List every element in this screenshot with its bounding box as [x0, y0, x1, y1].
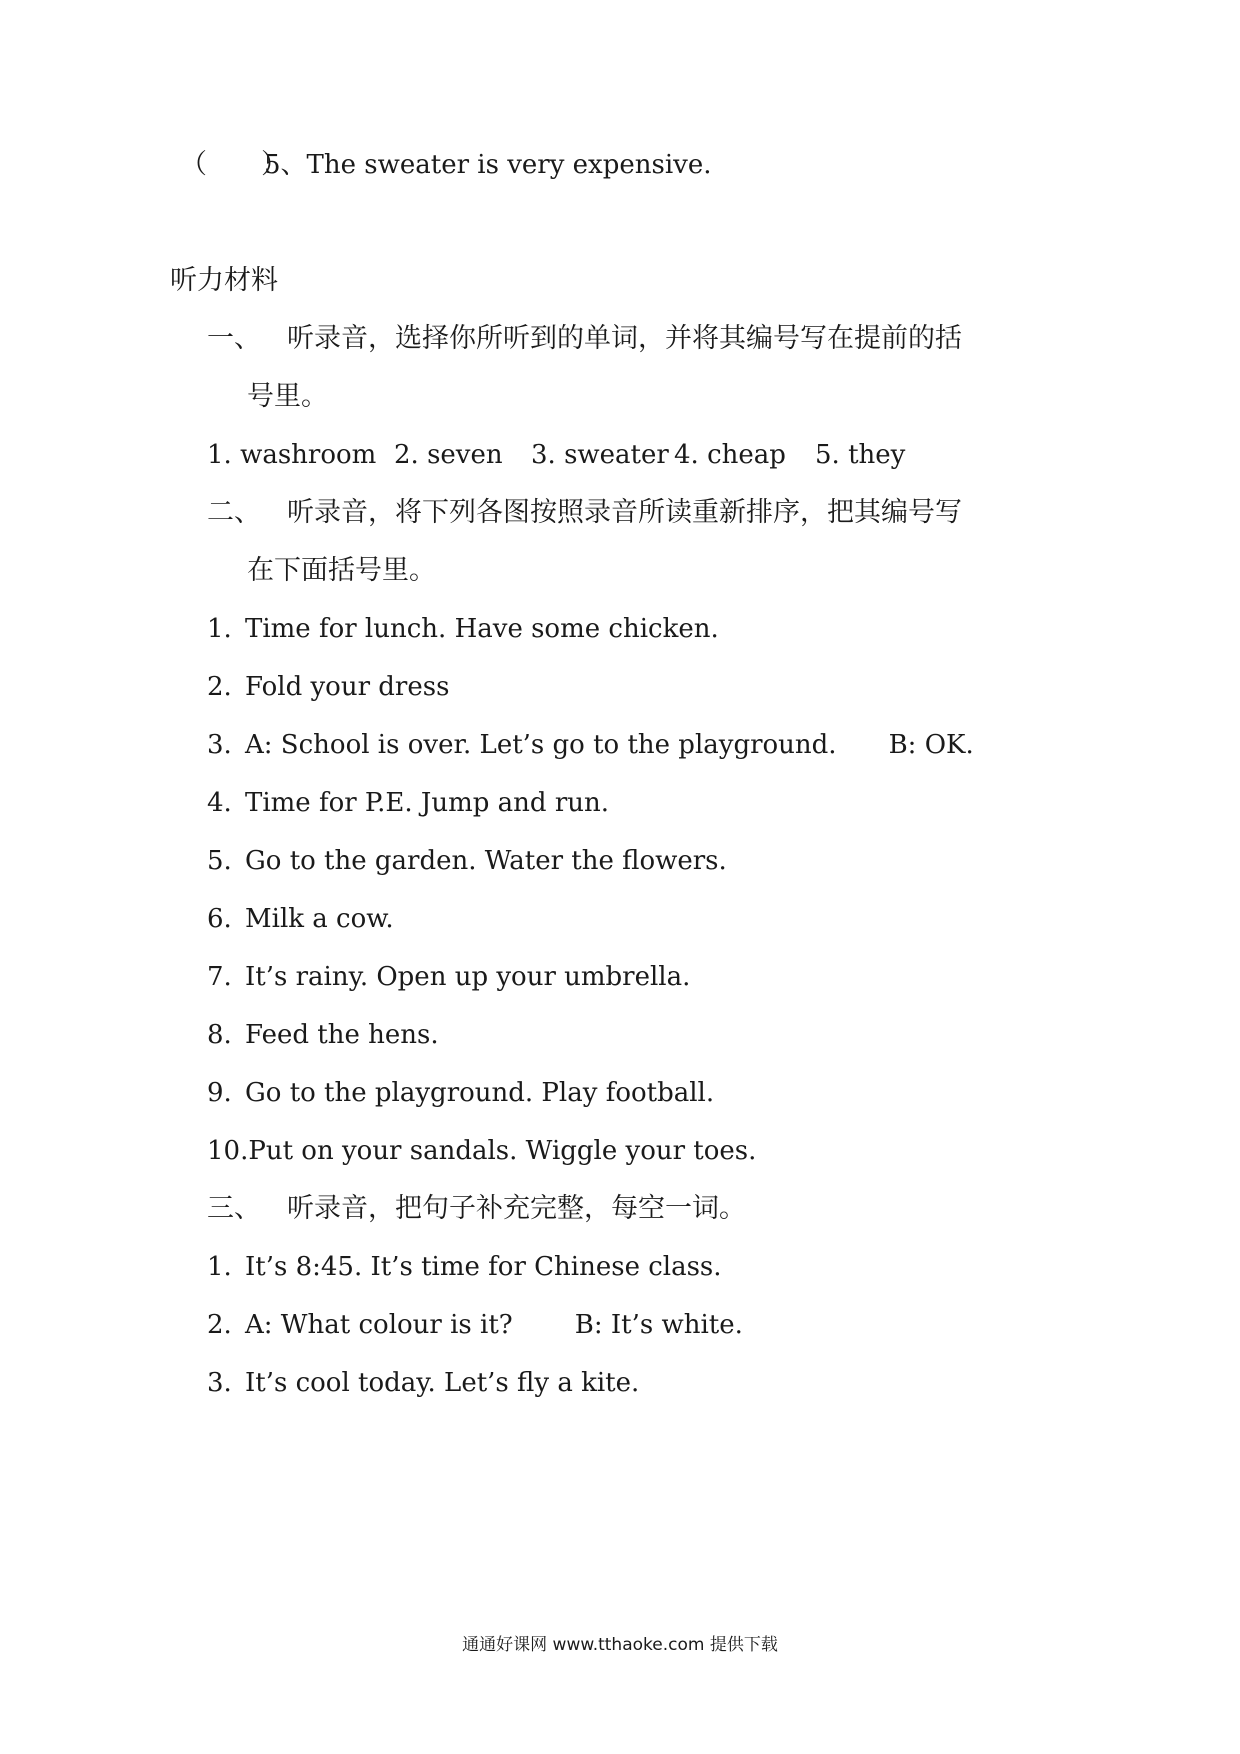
item-text: Milk a cow. — [245, 904, 394, 934]
section2-title — [207, 496, 962, 530]
item-text: Feed the hens. — [245, 1020, 439, 1050]
item-number: 3. — [207, 1368, 232, 1398]
list-item — [207, 1018, 439, 1052]
word-5: 5. they — [815, 440, 906, 470]
item-number: 9. — [207, 1078, 232, 1108]
item-response: B: It’s white. — [574, 1310, 743, 1340]
item-number: 6. — [207, 904, 232, 934]
list-item — [207, 1250, 722, 1284]
word-2: 2. seven — [394, 440, 503, 470]
word-1: 1. washroom — [207, 440, 377, 470]
item-text: Time for P.E. Jump and run. — [245, 788, 609, 818]
item-number: 2. — [207, 672, 232, 702]
list-item — [207, 844, 727, 878]
word-3: 3. sweater — [531, 440, 669, 470]
item-response: B: OK. — [888, 730, 974, 760]
question-5-text: 5、The sweater is very expensive. — [264, 150, 712, 180]
section3-instruction-line1: 听录音，把句子补充完整，每空一词。 — [287, 1193, 746, 1224]
item-text: Time for lunch. Have some chicken. — [245, 614, 719, 644]
list-item — [207, 1308, 743, 1342]
section2-instruction-line1: 听录音，将下列各图按照录音所读重新排序，把其编号写 — [287, 497, 962, 528]
list-item — [207, 1134, 756, 1168]
section1-instruction-line1: 听录音，选择你所听到的单词，并将其编号写在提前的括 — [287, 323, 962, 354]
item-number: 10. — [207, 1136, 249, 1166]
list-item — [207, 786, 609, 820]
answer-parentheses: （ ） — [180, 149, 288, 180]
question-5 — [180, 148, 712, 182]
item-text: Fold your dress — [245, 672, 450, 702]
page-footer: 通通好课网 www.tthaoke.com 提供下载 — [462, 1635, 778, 1655]
section3-marker: 三、 — [207, 1193, 261, 1224]
word-4: 4. cheap — [674, 440, 786, 470]
item-text: It’s 8:45. It’s time for Chinese class. — [245, 1252, 722, 1282]
list-item — [207, 728, 974, 762]
section1-instruction-line2: 号里。 — [247, 381, 328, 412]
item-number: 2. — [207, 1310, 232, 1340]
list-item — [207, 960, 690, 994]
list-item — [207, 670, 449, 704]
list-item — [207, 612, 719, 646]
item-number: 5. — [207, 846, 232, 876]
item-text: Put on your sandals. Wiggle your toes. — [248, 1136, 757, 1166]
list-item — [207, 1366, 639, 1400]
section1-marker: 一、 — [207, 323, 261, 354]
item-number: 1. — [207, 1252, 232, 1282]
item-number: 7. — [207, 962, 232, 992]
section2-marker: 二、 — [207, 497, 261, 528]
list-item — [207, 1076, 714, 1110]
section1-title — [207, 322, 962, 356]
item-text: Go to the garden. Water the flowers. — [245, 846, 727, 876]
list-item — [207, 902, 394, 936]
section2-instruction-line2: 在下面括号里。 — [247, 555, 436, 586]
item-text: It’s cool today. Let’s fly a kite. — [245, 1368, 640, 1398]
item-number: 4. — [207, 788, 232, 818]
item-text: Go to the playground. Play football. — [245, 1078, 715, 1108]
section-heading: 听力材料 — [170, 265, 278, 296]
item-text: A: What colour is it? — [245, 1310, 513, 1340]
item-text: It’s rainy. Open up your umbrella. — [245, 962, 691, 992]
item-text: A: School is over. Let’s go to the playground. — [245, 730, 837, 760]
item-number: 8. — [207, 1020, 232, 1050]
item-number: 3. — [207, 730, 232, 760]
section3-title — [207, 1192, 746, 1226]
item-number: 1. — [207, 614, 232, 644]
